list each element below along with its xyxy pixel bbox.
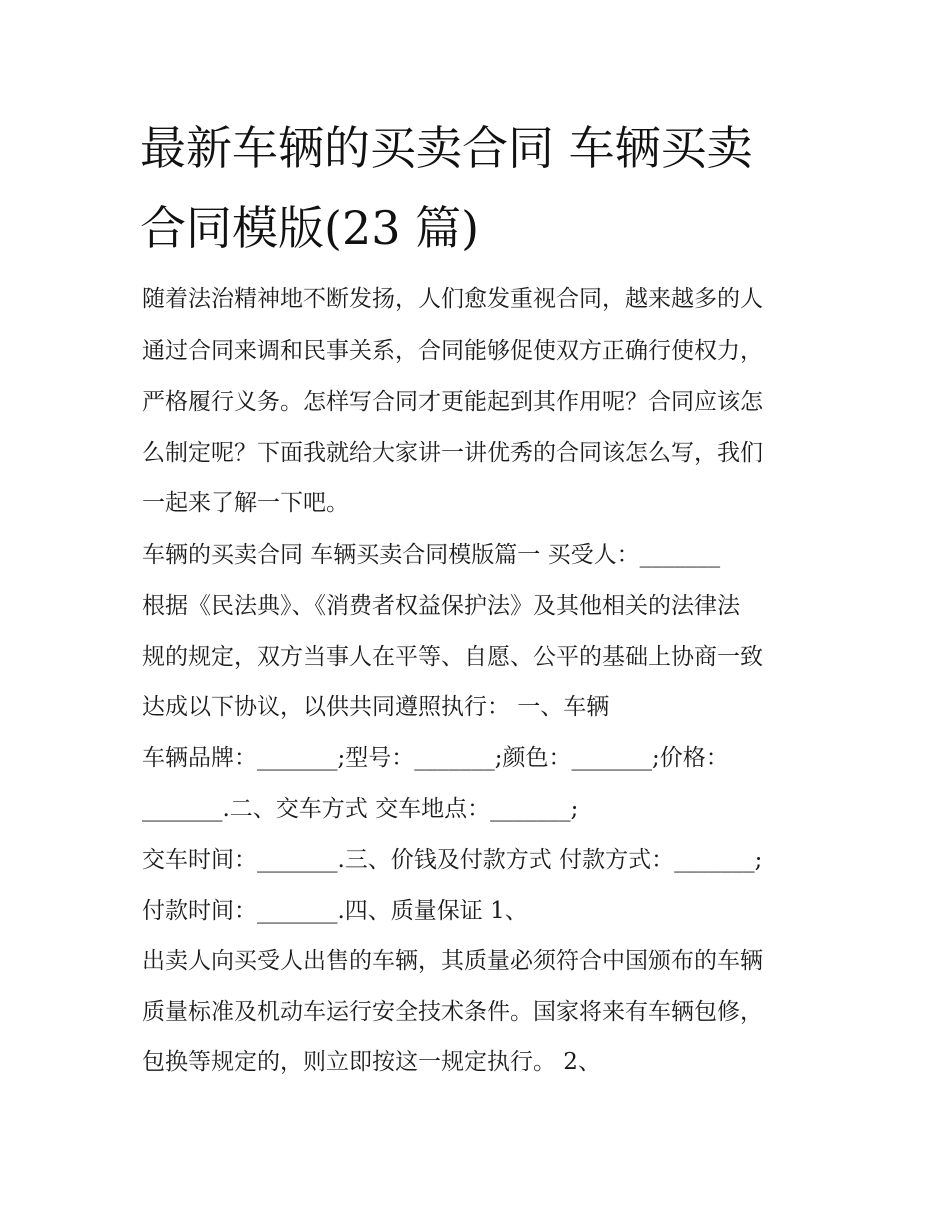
paragraph-line: 包换等规定的，则立即按这一规定执行。 2、 bbox=[142, 1049, 601, 1075]
title-line-1: 最新车辆的买卖合同 车辆买卖 bbox=[140, 121, 753, 175]
document-title bbox=[140, 108, 820, 268]
paragraph-line: 一起来了解一下吧。 bbox=[142, 490, 349, 516]
paragraph-line: 车辆品牌：_______;型号：_______;颜色：_______;价格： bbox=[142, 745, 729, 771]
paragraph-line: _______.二、交车方式 交车地点：_______; bbox=[142, 796, 579, 822]
title-line-2: 合同模版(23 篇) bbox=[140, 201, 480, 255]
paragraph-line: 交车时间：_______.三、价钱及付款方式 付款方式：_______; bbox=[142, 847, 763, 873]
paragraph-line: 根据《民法典》、《消费者权益保护法》及其他相关的法律法 bbox=[142, 593, 740, 619]
paragraph-line: 付款时间：_______.四、质量保证 1、 bbox=[142, 898, 528, 924]
paragraph-line: 通过合同来调和民事关系，合同能够促使双方正确行使权力， bbox=[142, 338, 763, 364]
paragraph-line: 达成以下协议，以供共同遵照执行： 一、车辆 bbox=[142, 694, 610, 720]
paragraph-line: 车辆的买卖合同 车辆买卖合同模版篇一 买受人：_______ bbox=[142, 542, 721, 568]
paragraph-line: 出卖人向买受人出售的车辆，其质量必须符合中国颁布的车辆 bbox=[142, 948, 763, 974]
paragraph-line: 严格履行义务。怎样写合同才更能起到其作用呢？合同应该怎 bbox=[142, 389, 763, 415]
paragraph-line: 质量标准及机动车运行安全技术条件。国家将来有车辆包修， bbox=[142, 999, 763, 1025]
paragraph-line: 规的规定，双方当事人在平等、自愿、公平的基础上协商一致 bbox=[142, 644, 763, 670]
paragraph-line: 随着法治精神地不断发扬，人们愈发重视合同，越来越多的人 bbox=[142, 286, 763, 312]
paragraph-line: 么制定呢？下面我就给大家讲一讲优秀的合同该怎么写，我们 bbox=[142, 440, 763, 466]
